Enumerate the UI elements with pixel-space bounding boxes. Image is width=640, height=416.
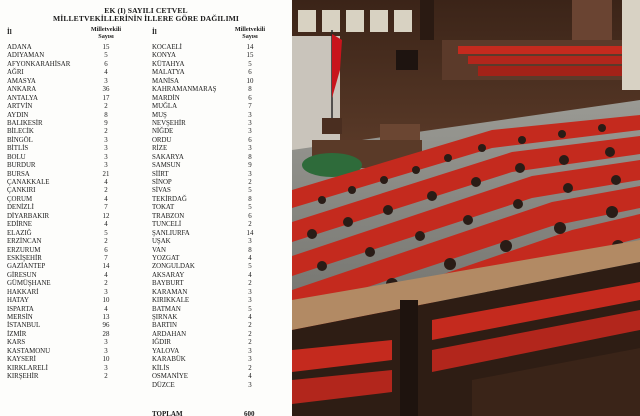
province-name: NİĞDE bbox=[152, 128, 174, 136]
province-name: KASTAMONU bbox=[7, 347, 51, 355]
province-name: AFYONKARAHİSAR bbox=[7, 60, 71, 68]
deputy-count: 8 bbox=[248, 246, 252, 254]
province-name: DİYARBAKIR bbox=[7, 212, 49, 220]
province-name: ÇANAKKALE bbox=[7, 179, 50, 186]
province-row bbox=[152, 331, 287, 339]
deputy-count: 2 bbox=[248, 179, 252, 186]
province-name: SAKARYA bbox=[152, 153, 184, 161]
total-value: 600 bbox=[244, 410, 255, 416]
deputy-count: 9 bbox=[104, 119, 108, 127]
province-name: BOLU bbox=[7, 153, 26, 161]
right-col-header-sayi-2: Sayısı bbox=[242, 33, 258, 40]
left-col-header-il: İl bbox=[7, 28, 12, 36]
deputy-count: 2 bbox=[104, 128, 108, 136]
province-row bbox=[7, 314, 137, 322]
left-col-header-sayi-1: Milletvekili bbox=[90, 26, 122, 33]
province-row bbox=[7, 331, 137, 339]
deputy-count: 6 bbox=[104, 60, 108, 68]
province-name: IĞDIR bbox=[152, 339, 171, 347]
province-row bbox=[152, 306, 287, 314]
deputy-count: 4 bbox=[248, 314, 252, 321]
deputy-count: 4 bbox=[104, 69, 108, 77]
province-name: BALIKESİR bbox=[7, 119, 43, 127]
deputy-count: 5 bbox=[248, 187, 252, 195]
province-row bbox=[7, 306, 137, 314]
deputy-count: 2 bbox=[104, 280, 108, 288]
deputy-count: 3 bbox=[248, 145, 252, 153]
province-row bbox=[7, 69, 137, 77]
deputy-count: 5 bbox=[248, 263, 252, 271]
province-name: ANTALYA bbox=[7, 94, 38, 102]
deputy-count: 13 bbox=[102, 314, 110, 321]
deputy-count: 6 bbox=[248, 69, 252, 77]
province-row bbox=[152, 263, 287, 271]
province-row bbox=[7, 289, 137, 297]
deputy-count: 8 bbox=[104, 111, 108, 119]
province-row bbox=[7, 95, 137, 103]
province-row bbox=[152, 238, 287, 246]
document-title-line1: EK (I) SAYILI CETVEL bbox=[104, 6, 188, 15]
province-row bbox=[152, 154, 287, 162]
deputy-count: 2 bbox=[248, 339, 252, 347]
province-name: BURSA bbox=[7, 170, 30, 178]
deputy-count: 3 bbox=[104, 288, 108, 296]
province-name: MUĞLA bbox=[152, 103, 178, 111]
province-name: BATMAN bbox=[152, 305, 181, 313]
province-name: AMASYA bbox=[7, 77, 36, 85]
deputy-count: 3 bbox=[104, 162, 108, 170]
deputy-count: 5 bbox=[248, 60, 252, 68]
province-name: BİTLİS bbox=[7, 145, 29, 153]
deputy-count: 3 bbox=[248, 297, 252, 305]
province-row bbox=[7, 162, 137, 170]
province-row bbox=[152, 86, 287, 94]
deputy-count: 2 bbox=[248, 221, 252, 229]
province-name: ARDAHAN bbox=[152, 330, 187, 338]
province-name: BARTIN bbox=[152, 322, 177, 330]
province-row bbox=[7, 297, 137, 305]
province-name: TEKİRDAĞ bbox=[152, 195, 187, 203]
deputy-count: 3 bbox=[104, 347, 108, 355]
province-name: ŞIRNAK bbox=[152, 314, 178, 321]
deputy-count: 14 bbox=[246, 44, 254, 51]
deputy-count: 2 bbox=[248, 280, 252, 288]
province-row bbox=[152, 356, 287, 364]
province-name: ISPARTA bbox=[7, 305, 34, 313]
deputy-count: 6 bbox=[248, 136, 252, 144]
province-name: MANİSA bbox=[152, 77, 179, 85]
deputy-count: 4 bbox=[104, 305, 108, 313]
province-row bbox=[152, 289, 287, 297]
province-name: KİLİS bbox=[152, 364, 170, 372]
province-row bbox=[152, 322, 287, 330]
province-name: YALOVA bbox=[152, 347, 180, 355]
province-name: MARDİN bbox=[152, 94, 180, 102]
right-col-header-il: İl bbox=[152, 28, 157, 36]
province-row bbox=[7, 263, 137, 271]
deputy-count: 4 bbox=[248, 373, 252, 381]
province-row bbox=[152, 373, 287, 381]
left-province-list bbox=[7, 44, 137, 382]
province-name: SİNOP bbox=[152, 179, 172, 186]
deputy-count: 4 bbox=[104, 271, 108, 279]
deputy-count: 21 bbox=[102, 170, 110, 178]
deputy-count: 6 bbox=[104, 246, 108, 254]
province-name: BİLECİK bbox=[7, 128, 34, 136]
province-name: KAYSERİ bbox=[7, 356, 36, 364]
province-name: OSMANİYE bbox=[152, 373, 188, 381]
province-name: ZONGULDAK bbox=[152, 263, 195, 271]
deputy-count: 14 bbox=[246, 229, 254, 237]
province-row bbox=[152, 162, 287, 170]
province-name: ŞANLIURFA bbox=[152, 229, 190, 237]
province-row bbox=[7, 52, 137, 60]
province-name: MALATYA bbox=[152, 69, 185, 77]
deputy-count: 3 bbox=[104, 145, 108, 153]
province-name: KARABÜK bbox=[152, 356, 186, 364]
province-name: KAHRAMANMARAŞ bbox=[152, 86, 217, 94]
province-name: HAKKARİ bbox=[7, 288, 39, 296]
deputy-count: 3 bbox=[248, 111, 252, 119]
province-row bbox=[152, 137, 287, 145]
province-row bbox=[7, 213, 137, 221]
deputy-count: 2 bbox=[248, 322, 252, 330]
deputy-count: 2 bbox=[248, 364, 252, 372]
right-province-list bbox=[152, 44, 287, 390]
deputy-count: 5 bbox=[104, 229, 108, 237]
province-row bbox=[7, 238, 137, 246]
deputy-count: 3 bbox=[248, 347, 252, 355]
province-row bbox=[7, 272, 137, 280]
province-name: SAMSUN bbox=[152, 162, 181, 170]
province-name: BİNGÖL bbox=[7, 136, 33, 144]
right-col-header-sayi-1: Milletvekili bbox=[234, 26, 266, 33]
province-name: ANKARA bbox=[7, 86, 37, 94]
province-row bbox=[152, 171, 287, 179]
province-name: VAN bbox=[152, 246, 166, 254]
deputy-count: 3 bbox=[248, 128, 252, 136]
deputy-count: 2 bbox=[104, 187, 108, 195]
deputy-count: 2 bbox=[104, 103, 108, 111]
province-name: ADIYAMAN bbox=[7, 52, 45, 60]
deputy-count: 4 bbox=[104, 221, 108, 229]
province-name: KONYA bbox=[152, 52, 176, 60]
province-row bbox=[7, 204, 137, 212]
province-row bbox=[152, 204, 287, 212]
province-name: BURDUR bbox=[7, 162, 36, 170]
province-row bbox=[152, 112, 287, 120]
province-name: EDİRNE bbox=[7, 221, 32, 229]
deputy-count: 6 bbox=[248, 212, 252, 220]
deputy-count: 2 bbox=[104, 373, 108, 381]
province-row bbox=[152, 103, 287, 111]
province-name: GAZİANTEP bbox=[7, 263, 46, 271]
province-row bbox=[152, 314, 287, 322]
province-name: ESKİŞEHİR bbox=[7, 254, 42, 262]
deputy-count: 4 bbox=[104, 195, 108, 203]
province-name: YOZGAT bbox=[152, 254, 180, 262]
province-row bbox=[7, 112, 137, 120]
province-row bbox=[152, 221, 287, 229]
province-name: SİİRT bbox=[152, 170, 169, 178]
province-row bbox=[7, 280, 137, 288]
province-name: ARTVİN bbox=[7, 103, 33, 111]
province-name: İZMİR bbox=[7, 330, 27, 338]
province-row bbox=[152, 365, 287, 373]
province-name: KIRŞEHİR bbox=[7, 373, 39, 381]
deputy-count: 2 bbox=[104, 238, 108, 246]
deputy-count: 3 bbox=[248, 238, 252, 246]
province-name: ÇORUM bbox=[7, 195, 33, 203]
deputy-count: 36 bbox=[102, 86, 110, 94]
province-row bbox=[7, 44, 137, 52]
province-row bbox=[7, 145, 137, 153]
province-row bbox=[152, 382, 287, 390]
province-row bbox=[152, 95, 287, 103]
province-row bbox=[7, 322, 137, 330]
province-name: HATAY bbox=[7, 297, 29, 305]
deputy-count: 7 bbox=[104, 204, 108, 212]
deputy-count: 3 bbox=[248, 381, 252, 389]
province-name: ADANA bbox=[7, 44, 32, 51]
province-row bbox=[152, 187, 287, 195]
province-row bbox=[7, 187, 137, 195]
deputy-count: 14 bbox=[102, 263, 110, 271]
deputy-count: 7 bbox=[248, 103, 252, 111]
deputy-count: 5 bbox=[248, 204, 252, 212]
province-row bbox=[7, 339, 137, 347]
province-name: UŞAK bbox=[152, 238, 171, 246]
deputy-count: 8 bbox=[248, 86, 252, 94]
total-label: TOPLAM bbox=[152, 410, 183, 416]
province-name: AĞRI bbox=[7, 69, 24, 77]
deputy-count: 4 bbox=[248, 271, 252, 279]
province-row bbox=[152, 44, 287, 52]
deputy-count: 3 bbox=[248, 170, 252, 178]
deputy-count: 17 bbox=[102, 94, 110, 102]
deputy-count: 6 bbox=[248, 94, 252, 102]
document-title-line2: MİLLETVEKİLLERİNİN İLLERE GÖRE DAĞILIMI bbox=[53, 14, 239, 23]
province-name: MUŞ bbox=[152, 111, 167, 119]
province-row bbox=[152, 69, 287, 77]
deputy-count: 12 bbox=[102, 212, 110, 220]
province-name: KARAMAN bbox=[152, 288, 188, 296]
province-row bbox=[7, 137, 137, 145]
province-name: AYDIN bbox=[7, 111, 29, 119]
deputy-count: 3 bbox=[104, 153, 108, 161]
deputy-count: 28 bbox=[102, 330, 110, 338]
province-name: KIRKLARELİ bbox=[7, 364, 48, 372]
deputy-count: 4 bbox=[248, 254, 252, 262]
province-name: GÜMÜŞHANE bbox=[7, 280, 51, 288]
province-name: KOCAELİ bbox=[152, 44, 182, 51]
province-name: AKSARAY bbox=[152, 271, 185, 279]
seat-distribution-document bbox=[0, 0, 292, 416]
province-row bbox=[7, 348, 137, 356]
province-name: DENİZLİ bbox=[7, 204, 34, 212]
province-name: İSTANBUL bbox=[7, 322, 41, 330]
province-row bbox=[152, 280, 287, 288]
province-name: ELAZIĞ bbox=[7, 229, 32, 237]
deputy-count: 10 bbox=[102, 297, 110, 305]
province-row bbox=[152, 247, 287, 255]
province-row bbox=[152, 272, 287, 280]
province-name: ORDU bbox=[152, 136, 172, 144]
province-row bbox=[7, 120, 137, 128]
province-row bbox=[7, 221, 137, 229]
deputy-count: 3 bbox=[104, 136, 108, 144]
deputy-count: 15 bbox=[246, 52, 254, 60]
province-row bbox=[152, 196, 287, 204]
province-row bbox=[152, 145, 287, 153]
province-row bbox=[152, 179, 287, 187]
deputy-count: 3 bbox=[104, 364, 108, 372]
deputy-count: 8 bbox=[248, 195, 252, 203]
deputy-count: 2 bbox=[248, 330, 252, 338]
deputy-count: 8 bbox=[248, 153, 252, 161]
province-row bbox=[7, 196, 137, 204]
deputy-count: 9 bbox=[248, 162, 252, 170]
province-name: KARS bbox=[7, 339, 26, 347]
province-name: BAYBURT bbox=[152, 280, 184, 288]
province-row bbox=[7, 86, 137, 94]
province-row bbox=[7, 373, 137, 381]
province-name: TOKAT bbox=[152, 204, 175, 212]
deputy-count: 10 bbox=[102, 356, 110, 364]
province-name: RİZE bbox=[152, 145, 168, 153]
province-name: ÇANKIRI bbox=[7, 187, 36, 195]
province-row bbox=[7, 61, 137, 69]
province-row bbox=[7, 171, 137, 179]
province-row bbox=[152, 297, 287, 305]
parliament-hall-photo bbox=[292, 0, 640, 416]
province-row bbox=[7, 179, 137, 187]
province-name: TRABZON bbox=[152, 212, 185, 220]
deputy-count: 3 bbox=[104, 77, 108, 85]
deputy-count: 3 bbox=[248, 288, 252, 296]
left-col-header-sayi-2: Sayısı bbox=[98, 33, 114, 40]
parliament-hall-illustration bbox=[292, 0, 640, 416]
province-row bbox=[152, 230, 287, 238]
deputy-count: 5 bbox=[248, 305, 252, 313]
deputy-count: 96 bbox=[102, 322, 110, 330]
province-name: NEVŞEHİR bbox=[152, 119, 186, 127]
province-row bbox=[7, 365, 137, 373]
deputy-count: 3 bbox=[248, 356, 252, 364]
province-row bbox=[152, 78, 287, 86]
speaker-plaque bbox=[396, 50, 418, 70]
province-row bbox=[7, 230, 137, 238]
province-row bbox=[152, 339, 287, 347]
province-name: DÜZCE bbox=[152, 381, 175, 389]
province-row bbox=[7, 154, 137, 162]
deputy-count: 15 bbox=[102, 44, 110, 51]
province-name: SİVAS bbox=[152, 187, 171, 195]
deputy-count: 5 bbox=[104, 52, 108, 60]
deputy-count: 7 bbox=[104, 254, 108, 262]
province-name: ERZİNCAN bbox=[7, 238, 42, 246]
province-row bbox=[152, 52, 287, 60]
province-row bbox=[152, 213, 287, 221]
deputy-count: 10 bbox=[246, 77, 254, 85]
province-row bbox=[7, 247, 137, 255]
province-row bbox=[152, 255, 287, 263]
province-row bbox=[7, 356, 137, 364]
province-row bbox=[152, 348, 287, 356]
province-name: TUNCELİ bbox=[152, 221, 182, 229]
deputy-count: 4 bbox=[104, 179, 108, 186]
province-row bbox=[7, 103, 137, 111]
province-row bbox=[152, 128, 287, 136]
province-row bbox=[152, 61, 287, 69]
province-row bbox=[7, 78, 137, 86]
province-name: KÜTAHYA bbox=[152, 60, 185, 68]
province-name: MERSİN bbox=[7, 314, 33, 321]
deputy-count: 3 bbox=[248, 119, 252, 127]
province-row bbox=[7, 128, 137, 136]
province-name: KIRIKKALE bbox=[152, 297, 190, 305]
province-row bbox=[7, 255, 137, 263]
deputy-count: 3 bbox=[104, 339, 108, 347]
province-name: ERZURUM bbox=[7, 246, 41, 254]
province-name: GİRESUN bbox=[7, 271, 37, 279]
